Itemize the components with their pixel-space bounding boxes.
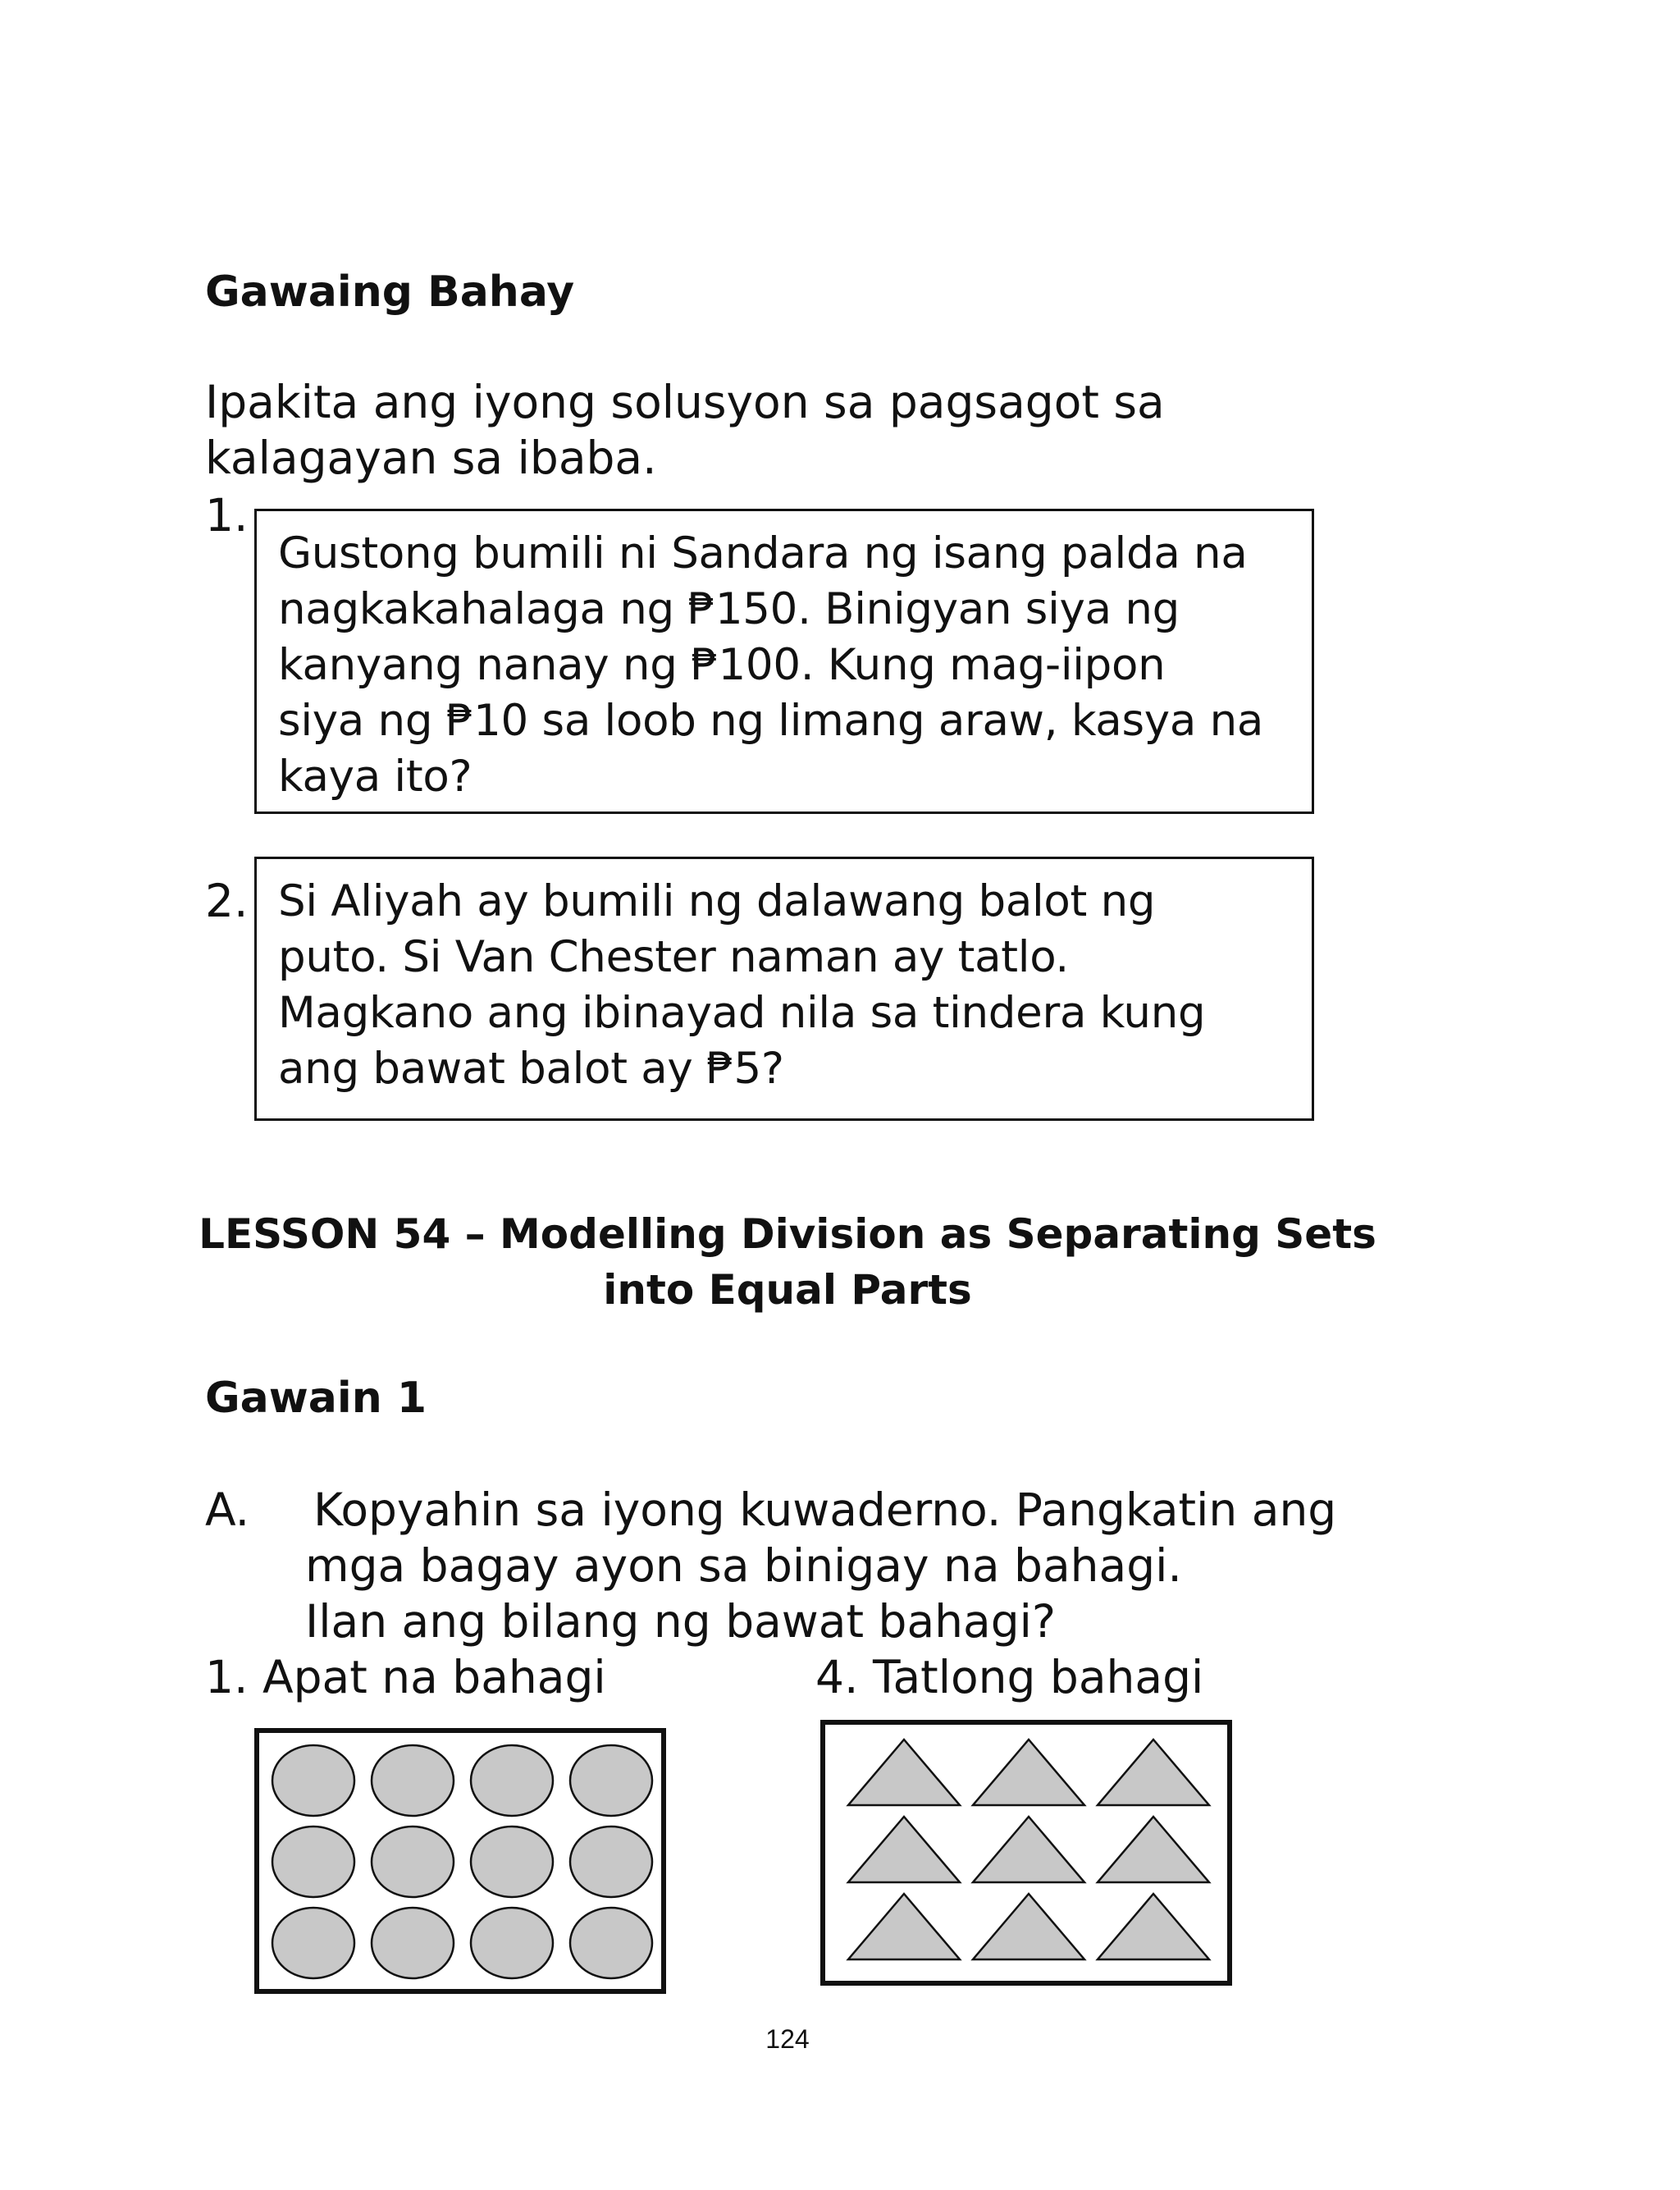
circle-shape: [471, 1827, 553, 1897]
circles-box: [254, 1728, 666, 1994]
triangle-shape: [848, 1817, 960, 1882]
problem-2-line: Si Aliyah ay bumili ng dalawang balot ng: [278, 876, 1156, 926]
triangle-shape: [973, 1740, 1084, 1805]
triangle-shape: [848, 1740, 960, 1805]
problem-2-number: 2.: [205, 875, 249, 927]
circle-shape: [471, 1908, 553, 1978]
circle-shape: [372, 1908, 454, 1978]
triangle-shape: [973, 1894, 1084, 1959]
item-4-label: 4. Tatlong bahagi: [815, 1651, 1204, 1703]
problem-1-line: Gustong bumili ni Sandara ng isang palda na: [278, 528, 1248, 578]
homework-instruction-line-1: Ipakita ang iyong solusyon sa pagsagot sa: [205, 376, 1165, 428]
problem-1-number: 1.: [205, 489, 249, 542]
circle-shape: [570, 1827, 652, 1897]
activity-part-line-2: mga bagay ayon sa binigay na bahagi.: [305, 1539, 1182, 1592]
problem-1-line: kanyang nanay ng ₱100. Kung mag-iipon: [278, 640, 1166, 690]
activity-part-line-1: Kopyahin sa iyong kuwaderno. Pangkatin ang: [313, 1484, 1337, 1536]
triangle-shape: [1098, 1740, 1209, 1805]
lesson-title-line-1: LESSON 54 – Modelling Division as Separating Sets: [199, 1210, 1376, 1258]
activity-part-line-3: Ilan ang bilang ng bawat bahagi?: [305, 1595, 1057, 1648]
problem-2-line: puto. Si Van Chester naman ay tatlo.: [278, 932, 1069, 982]
homework-title: Gawaing Bahay: [205, 267, 575, 317]
item-1-label: 1. Apat na bahagi: [205, 1651, 606, 1703]
triangle-shape: [973, 1817, 1084, 1882]
problem-2-line: Magkano ang ibinayad nila sa tindera kung: [278, 988, 1206, 1038]
problem-1-line: siya ng ₱10 sa loob ng limang araw, kasya na: [278, 696, 1264, 746]
circle-shape: [570, 1908, 652, 1978]
circle-shape: [272, 1827, 354, 1897]
activity-title: Gawain 1: [205, 1374, 427, 1423]
circles-figure: [259, 1733, 661, 1989]
triangle-shape: [848, 1894, 960, 1959]
triangles-box: [820, 1720, 1232, 1986]
circle-shape: [272, 1745, 354, 1816]
circle-shape: [372, 1827, 454, 1897]
page-number: 124: [765, 2024, 810, 2054]
problem-1-line: nagkakahalaga ng ₱150. Binigyan siya ng: [278, 584, 1180, 634]
triangles-figure: [825, 1725, 1227, 1981]
triangle-shape: [1098, 1817, 1209, 1882]
circle-shape: [272, 1908, 354, 1978]
homework-instruction-line-2: kalagayan sa ibaba.: [205, 432, 657, 484]
problem-2-box: [254, 857, 1314, 1121]
triangle-shape: [1098, 1894, 1209, 1959]
circle-shape: [471, 1745, 553, 1816]
activity-part-letter: A.: [205, 1484, 250, 1536]
problem-1-line: kaya ito?: [278, 752, 472, 802]
problem-1-box: [254, 509, 1314, 814]
circle-shape: [372, 1745, 454, 1816]
problem-2-line: ang bawat balot ay ₱5?: [278, 1044, 784, 1094]
lesson-title-line-2: into Equal Parts: [603, 1266, 972, 1314]
circle-shape: [570, 1745, 652, 1816]
